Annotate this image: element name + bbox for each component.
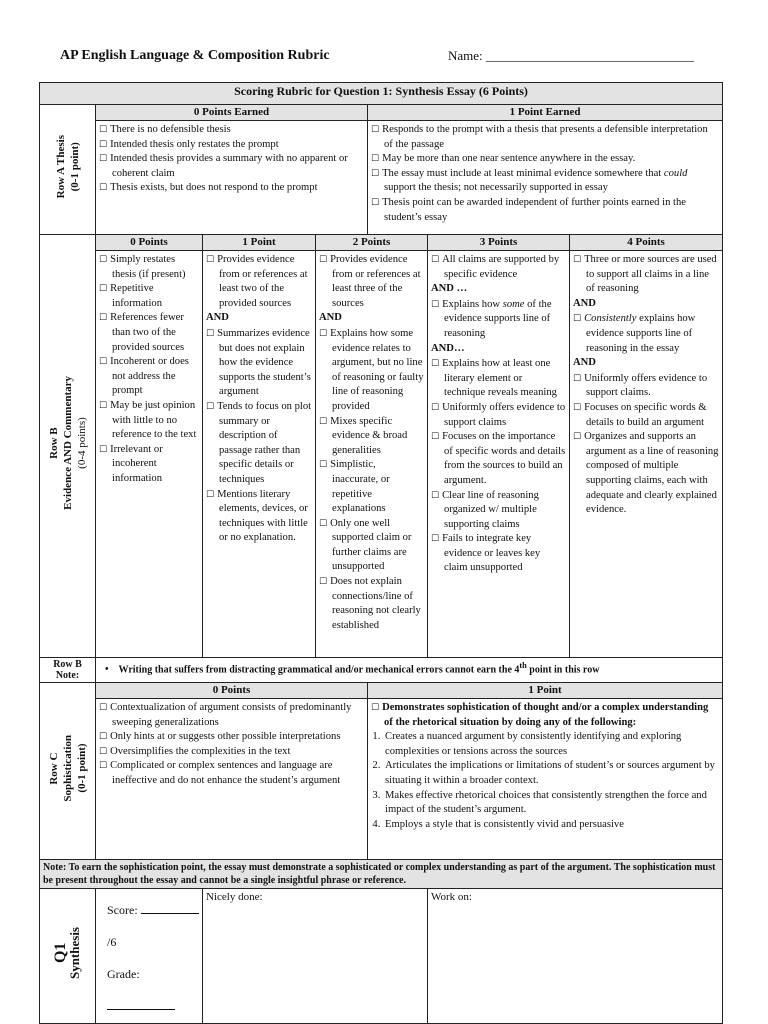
name-field-label: Name: ________________________________ <box>448 48 694 63</box>
checkbox-item: ☐ Focuses on the importance of specific words and details from the sources to build an argument. <box>431 430 566 488</box>
checkbox-item: ☐ Only one well supported claim or further claims are unsupported <box>319 517 424 575</box>
work-on-label: Work on: <box>431 891 472 903</box>
row-b-note-label: Row B Note: <box>40 658 96 683</box>
row-a-one-header: 1 Point Earned <box>368 105 723 121</box>
row-b-header-4: 4 Points <box>570 235 723 251</box>
row-c-zero-cell <box>96 699 368 860</box>
row-c-label: Row C Sophistication (0-1 point) <box>40 683 96 860</box>
and-label: AND <box>206 312 229 324</box>
and-label: AND <box>319 312 342 324</box>
row-b-3-points-cell <box>428 251 570 658</box>
checkbox-item: ☐ Fails to integrate key evidence or leaves key claim unsupported <box>431 532 566 576</box>
document-title: AP English Language & Composition Rubric <box>60 48 330 63</box>
row-b-header-1: 1 Point <box>203 235 316 251</box>
checkbox-item: ☐ There is no defensible thesis <box>99 123 364 138</box>
row-b-label: Row B Evidence AND Commentary (0-4 points) <box>40 235 96 658</box>
checkbox-item: ☐ Explains how some of the evidence supports line of reasoning <box>431 298 566 342</box>
numbered-item: 3. Makes effective rhetorical choices that consistently strengthen the force and impact of the student’s argument. <box>383 789 719 818</box>
grade-label: Grade: <box>107 967 140 981</box>
row-c-zero-header: 0 Points <box>96 683 368 699</box>
grade-blank[interactable] <box>107 997 175 1010</box>
checkbox-item: ☐ Tends to focus on plot summary or description of passage rather than specific details or techniques <box>206 400 312 488</box>
checkbox-item: ☐ Uniformly offers evidence to support claims. <box>573 372 719 401</box>
and-label: AND… <box>431 342 465 354</box>
checkbox-item: ☐ Intended thesis provides a summary with no apparent or coherent claim <box>99 152 364 181</box>
row-b-note: • Writing that suffers from distracting grammatical and/or mechanical errors cannot earn the 4th point in this row <box>96 658 723 683</box>
row-b-2-points-cell <box>316 251 428 658</box>
checkbox-item: ☐ Does not explain connections/line of reasoning not clearly established <box>319 575 424 633</box>
score-suffix: /6 <box>107 935 117 949</box>
row-a-zero-cell <box>96 121 368 235</box>
score-grade-cell <box>96 889 203 1024</box>
checkbox-item: ☐ Clear line of reasoning organized w/ multiple supporting claims <box>431 489 566 533</box>
checkbox-item: ☐ Organizes and supports an argument as a line of reasoning composed of multiple supporting claims, each with adequate and clearly explained evidence. <box>573 430 719 518</box>
checkbox-item: ☐ Responds to the prompt with a thesis that presents a defensible interpretation of the passage <box>371 123 719 152</box>
rubric-caption: Scoring Rubric for Question 1: Synthesis Essay (6 Points) <box>40 83 723 105</box>
checkbox-item: ☐ Thesis point can be awarded independent of further points earned in the student’s essay <box>371 196 719 225</box>
numbered-item: 1. Creates a nuanced argument by consistently identifying and exploring complexities or tensions across the sources <box>383 730 719 759</box>
checkbox-item: ☐ Contextualization of argument consists of predominantly sweeping generalizations <box>99 701 364 730</box>
row-b-header-0: 0 Points <box>96 235 203 251</box>
checkbox-item: ☐ Incoherent or does not address the prompt <box>99 355 199 399</box>
checkbox-item: ☐ Irrelevant or incoherent information <box>99 443 199 487</box>
checkbox-item: ☐ The essay must include at least minimal evidence somewhere that could support the thesis; not necessarily supported in essay <box>371 167 719 196</box>
checkbox-item: ☐ Intended thesis only restates the prompt <box>99 138 364 153</box>
row-c-one-cell <box>368 699 723 860</box>
checkbox-item: ☐ Thesis exists, but does not respond to the prompt <box>99 181 364 196</box>
checkbox-item: ☐ All claims are supported by specific evidence <box>431 253 566 282</box>
row-a-zero-header: 0 Points Earned <box>96 105 368 121</box>
numbered-item: 4. Employs a style that is consistently vivid and persuasive <box>383 818 719 833</box>
nicely-done-box[interactable] <box>203 889 428 1024</box>
checkbox-item: ☐ Simply restates thesis (if present) <box>99 253 199 282</box>
checkbox-item: ☐ Oversimplifies the complexities in the text <box>99 745 364 760</box>
checkbox-item: ☐ Demonstrates sophistication of thought and/or a complex understanding of the rhetorical situation by doing any of the following: <box>371 701 719 730</box>
checkbox-item: ☐ Repetitive information <box>99 282 199 311</box>
row-a-one-cell <box>368 121 723 235</box>
checkbox-item: ☐ Mixes specific evidence & broad generalities <box>319 415 424 459</box>
checkbox-item: ☐ Only hints at or suggests other possible interpretations <box>99 730 364 745</box>
checkbox-item: ☐ Explains how some evidence relates to argument, but no line of reasoning or faulty line of reasoning provided <box>319 327 424 415</box>
and-label: AND … <box>431 283 468 295</box>
checkbox-item: ☐ May be more than one near sentence anywhere in the essay. <box>371 152 719 167</box>
and-label: AND <box>573 357 596 369</box>
row-b-4-points-cell <box>570 251 723 658</box>
row-c-one-header: 1 Point <box>368 683 723 699</box>
checkbox-item: ☐ Summarizes evidence but does not explain how the evidence supports the student’s argument <box>206 327 312 400</box>
q1-synthesis-label: Q1 Synthesis <box>40 889 96 1024</box>
checkbox-item: ☐ Uniformly offers evidence to support claims <box>431 401 566 430</box>
score-label: Score: <box>107 903 138 917</box>
checkbox-item: ☐ Explains how at least one literary element or technique reveals meaning <box>431 357 566 401</box>
row-a-label: Row A Thesis (0-1 point) <box>40 105 96 235</box>
row-b-0-points-cell <box>96 251 203 658</box>
checkbox-item: ☐ Focuses on specific words & details to build an argument <box>573 401 719 430</box>
score-blank[interactable] <box>141 901 199 914</box>
checkbox-item: ☐ Provides evidence from or references at least two of the provided sources <box>206 253 312 311</box>
checkbox-item: ☐ May be just opinion with little to no reference to the text <box>99 399 199 443</box>
numbered-item: 2. Articulates the implications or limitations of student’s or sources argument by situating it within a broader context. <box>383 759 719 788</box>
row-b-header-2: 2 Points <box>316 235 428 251</box>
checkbox-item: ☐ Consistently explains how evidence supports line of reasoning in the essay <box>573 312 719 356</box>
checkbox-item: ☐ Provides evidence from or references at least three of the sources <box>319 253 424 311</box>
nicely-done-label: Nicely done: <box>206 891 263 903</box>
rubric-table <box>39 82 723 1024</box>
checkbox-item: ☐ Mentions literary elements, devices, or techniques with little or no explanation. <box>206 488 312 546</box>
row-b-1-point-cell <box>203 251 316 658</box>
row-b-header-3: 3 Points <box>428 235 570 251</box>
sophistication-note: Note: To earn the sophistication point, the essay must demonstrate a sophisticated or complex understanding as part of the argument. The sophistication must be present throughout the essay and cannot be a single insightful phrase or reference. <box>40 860 723 889</box>
and-label: AND <box>573 297 596 309</box>
checkbox-item: ☐ Complicated or complex sentences and language are ineffective and do not enhance the student’s argument <box>99 759 364 788</box>
work-on-box[interactable] <box>428 889 723 1024</box>
checkbox-item: ☐ References fewer than two of the provided sources <box>99 311 199 355</box>
checkbox-item: ☐ Three or more sources are used to support all claims in a line of reasoning <box>573 253 719 297</box>
checkbox-item: ☐ Simplistic, inaccurate, or repetitive explanations <box>319 458 424 516</box>
